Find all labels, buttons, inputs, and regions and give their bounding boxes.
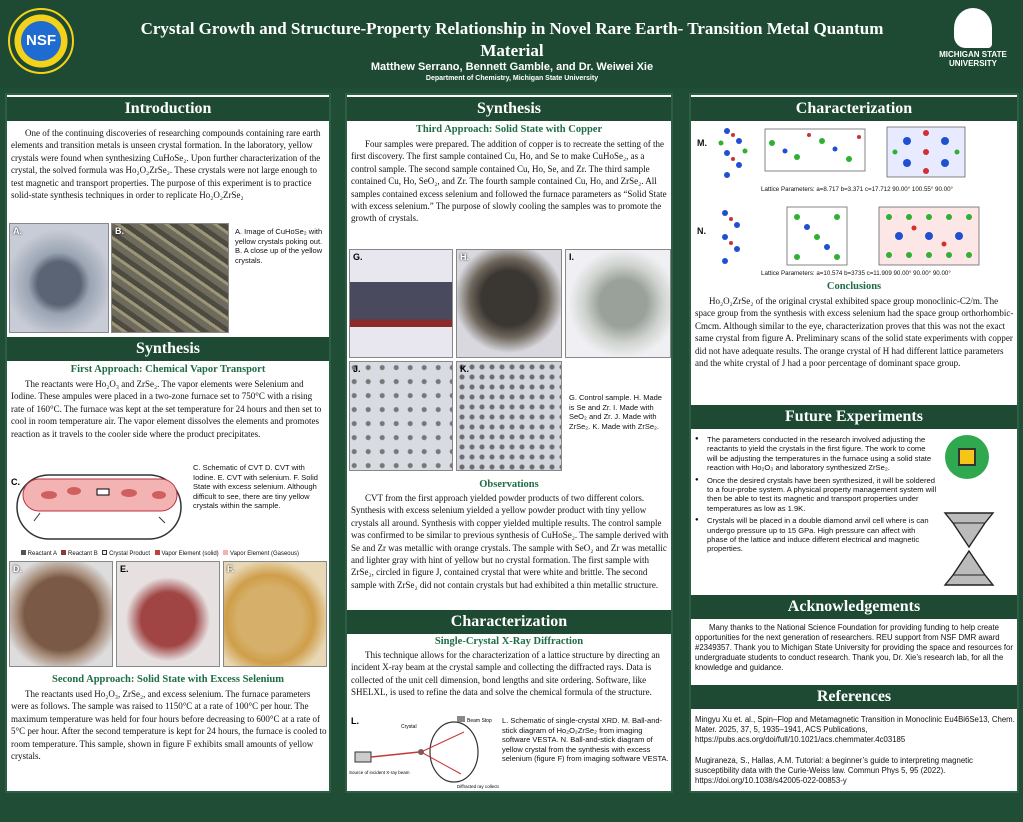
legend-item: Reactant A bbox=[27, 551, 57, 557]
figure-g-image bbox=[349, 249, 453, 358]
legend-item: Vapor Element (Gaseous) bbox=[230, 551, 299, 557]
synthesis-heading-mid: Synthesis bbox=[347, 97, 671, 121]
figure-n-label: N. bbox=[697, 226, 706, 236]
figure-j-image bbox=[349, 361, 453, 471]
acknowledgements-heading: Acknowledgements bbox=[691, 595, 1017, 619]
authors: Matthew Serrano, Bennett Gamble, and Dr. Weiwei Xie bbox=[370, 61, 654, 73]
intro-heading: Introduction bbox=[7, 97, 329, 121]
xrd-schematic bbox=[349, 712, 499, 792]
figure-f-image bbox=[223, 561, 327, 667]
poster-title: Crystal Growth and Structure-Property Relationship in Novel Rare Earth- Transition Metal Quantum Material bbox=[140, 19, 884, 60]
sc-xrd-body: This technique allows for the characterization of a lattice structure by directing an incident X-ray beam at the crystal sample and collecting the diffracted rays. Data is collected of the unit cell dimension, bond lengths and site ordering. Software, like SHELXL, is used to refine the data and solve the chemical formula of the structure. bbox=[351, 650, 660, 698]
figure-f-label: F. bbox=[227, 564, 235, 574]
sc-xrd-title: Single-Crystal X-Ray Diffraction bbox=[434, 636, 584, 647]
figure-l-label: L. bbox=[351, 716, 359, 726]
reference-item: Mugiraneza, S., Hallas, A.M. Tutorial: a beginner’s guide to interpreting magnetic susceptibility data with the Curie-Weiss law. Commun Phys 5, 95 (2022). https://doi.org/10.1038/s42005-022-00853-y bbox=[695, 756, 973, 785]
legend-swatch bbox=[223, 550, 228, 555]
beam-stop-label: Beam Stop bbox=[467, 718, 492, 724]
figure-a-label: A. bbox=[13, 226, 22, 236]
structure-m-diagram bbox=[717, 123, 1013, 187]
figure-b-image bbox=[111, 223, 229, 333]
crystal-label: Crystal bbox=[401, 724, 417, 730]
second-approach-body: The reactants used Ho₂O₃, ZrSe₂, and excess selenium. The furnace parameters were as follows. The sample was raised to 1150°C at a rate of 100°C per hour. The maximum temperature was held for four hours before decreasing to 600°C at a rate of 5°C per hour. After the second temperature is kept for 24 hours, the furnace is cooled to room temperature. This sample, shown in figure F exhibits small amounts of yellow crystals. bbox=[11, 689, 327, 762]
nsf-logo-text: NSF bbox=[26, 32, 56, 49]
lattice-params-n: Lattice Parameters: a=10.574 b=3735 c=11.909 90.00° 90.00° 90.00° bbox=[761, 270, 951, 277]
column-left bbox=[5, 93, 331, 793]
future-item: ● Crystals will be placed in a double diamond anvil cell where is can undergo pressure up to 15 GPa. High pressure can affect with phase of the lattice and induce different electrical and magnetic properties. bbox=[695, 516, 937, 554]
cvt-schematic bbox=[9, 461, 187, 547]
source-label: Source of incident X-ray beam bbox=[349, 770, 410, 775]
cvt-legend bbox=[21, 550, 331, 557]
legend-swatch bbox=[21, 550, 26, 555]
figure-e-image bbox=[116, 561, 220, 667]
lattice-params-m: Lattice Parameters: a=8.717 b=3.371 c=17.712 90.00° 100.55° 90.00° bbox=[761, 186, 953, 193]
column-middle bbox=[345, 93, 673, 793]
msu-logo bbox=[933, 8, 1013, 78]
legend-swatch bbox=[102, 550, 107, 555]
legend-swatch bbox=[155, 550, 160, 555]
third-approach-body: Four samples were prepared. The addition of copper is to recreate the setting of the first discovery. The first sample contained Cu, Ho, and Se to make CuHoSe₂, as a control sample. The second sample contained Cu, Ho, Se, and Zr. The third sample contained Cu, Ho, SeO₂, and Zr. The fourth sample contained Cu, Ho, and ZrSe₂. All samples contained excess selenium and followed the furnace parameters as “Solid State with excess selenium.” The purpose of slowly cooling the samples was to promote the growth of crystals. bbox=[351, 139, 667, 224]
observations-title: Observations bbox=[479, 479, 539, 490]
figure-j-label: J. bbox=[353, 364, 361, 374]
chip-icon bbox=[945, 435, 989, 479]
future-heading: Future Experiments bbox=[691, 405, 1017, 429]
intro-body: One of the continuing discoveries of researching compounds containing rare earth elements and transition metals is unseen crystal formation. In the laboratory, yellow crystals were found when synthesizing CuHoSe₂. Upon further characterization of the crystal, the solved formula was Ho₂O₂ZrSe₂. These crystals were not large enough to test magnetic and transport properties. The purpose of this experiment is to practice solid-state synthesis techniques in order to replicate Ho₂O₂ZrSe₂ bbox=[11, 128, 321, 201]
figure-b-label: B. bbox=[115, 226, 124, 236]
references-heading: References bbox=[691, 685, 1017, 709]
legend-item: Vapor Element (solid) bbox=[161, 551, 219, 557]
legend-item: Crystal Product bbox=[109, 551, 151, 557]
figure-g-label: G. bbox=[353, 252, 363, 262]
second-approach-title: Second Approach: Solid State with Excess Selenium bbox=[52, 674, 284, 685]
cvt-caption: C. Schematic of CVT D. CVT with Iodine. E. CVT with selenium. F. Solid State with excess selenium. Although difficult to see, there are tiny yellow crystals within the sample. bbox=[193, 463, 318, 510]
department: Department of Chemistry, Michigan State University bbox=[425, 75, 599, 82]
msu-logo-text: MICHIGAN STATE UNIVERSITY bbox=[939, 50, 1007, 68]
figure-k-image bbox=[456, 361, 562, 471]
xrd-caption: L. Schematic of single-crystal XRD. M. Ball-and-stick diagram of Ho₂O₂ZrSe₂ from imaging software VESTA. N. Ball-and-stick diagram of yellow crystal from the synthesis with excess selenium (figure F) from imaging software VESTA. bbox=[502, 716, 669, 763]
spartan-helmet-icon bbox=[954, 8, 992, 48]
figure-d-label: D. bbox=[13, 564, 22, 574]
acknowledgements-body: Many thanks to the National Science Foundation for providing funding to help create opportunities for the next generation of researchers. REU support from NSF DMR award #2349357. Thank you to Michigan State University for providing the space and resources for undergraduate students to conduct research. Thank you, Dr. Xie’s research lab, for all the knowledge and guidance. bbox=[695, 623, 1013, 672]
nsf-logo bbox=[8, 8, 74, 74]
reference-item: Mingyu Xu et. al., Spin–Flop and Metamagnetic Transition in Monoclinic Eu4Bi6Se13, Chem. Mater. 2025, 37, 5, 1935–1941, ACS Publications, https://pubs.acs.org/doi/full/10.1021/acs.chemmater.4c03185 bbox=[695, 715, 1015, 744]
collector-label: Diffracted ray collector bbox=[457, 784, 499, 789]
figure-m-label: M. bbox=[697, 138, 707, 148]
figure-i-label: I. bbox=[569, 252, 575, 262]
legend-item: Reactant B bbox=[68, 551, 98, 557]
diamond-anvil-icon bbox=[939, 507, 999, 591]
characterization-heading-mid: Characterization bbox=[347, 610, 671, 634]
first-approach-body: The reactants were Ho₂O₃ and ZrSe₂. The vapor elements were Selenium and Iodine. These ampules were placed in a two-zone furnace set to 750°C with a rising rate of 160°C. The furnace was kept at the set temperature for 24 hours and then set to cool in room temperature air. The vapor element dissolves the elements and promotes reaction as it travels to the cooler side where the product precipitates. bbox=[11, 379, 322, 439]
figure-d-image bbox=[9, 561, 113, 667]
third-approach-title: Third Approach: Solid State with Copper bbox=[415, 124, 603, 135]
first-approach-title: First Approach: Chemical Vapor Transport bbox=[70, 364, 266, 375]
observations-body: CVT from the first approach yielded powder products of two different colors. Synthesis with excess selenium yielded a yellow powder product with tiny yellow crystals all around. Synthesis with copper yielded multiple results. The control sample was confirmed to be similar to previous synthesis of CuHoSe₂. The sample derived with Se and Zr was metallic with orange crystals. The sample with SeO₂ and Zr was metallic and lighter gray with hint of yellow but no crystal formation. The first sample with ZrSe₂, circled in figure J, contained crystal that were white and brittle. The second sample with ZrSe₂ did not contain crystals but had exhibited a thin metallic structure. bbox=[351, 493, 669, 590]
conclusions-body: Ho₂O₂ZrSe₂ of the original crystal exhibited space group monoclinic-C2/m. The space group from the synthesis with excess selenium had the space group orthorhombic-Cmcm. Although similar to the eye, characterization proves that this was not the exact same crystal from figure A. Preliminary scans of the solid state experiments with copper did not have adequate results. The orange crystal of H had different lattice parameters and the white crystal of J had a poor percentage of dominant space group. bbox=[695, 296, 1014, 369]
future-item: ● Once the desired crystals have been synthesized, it will be soldered to a four-probe system. A physical property management system will then be able to test its magnetic and transport properties under temperatures as low as 1.9K. bbox=[695, 476, 937, 514]
column-right bbox=[689, 93, 1019, 793]
figures-gk-caption: G. Control sample. H. Made is Se and Zr. I. Made with SeO₂ and Zr. J. Made with ZrSe₂. K. Made with ZrSe₂. bbox=[569, 393, 662, 431]
future-list bbox=[695, 435, 937, 557]
figure-c-label: C. bbox=[11, 477, 20, 487]
conclusions-title: Conclusions bbox=[826, 281, 882, 292]
characterization-heading-right: Characterization bbox=[691, 97, 1017, 121]
figure-e-label: E. bbox=[120, 564, 129, 574]
figure-a-image bbox=[9, 223, 109, 333]
legend-swatch bbox=[61, 550, 66, 555]
figure-k-label: K. bbox=[460, 364, 469, 374]
figure-h-label: H. bbox=[460, 252, 469, 262]
figure-h-image bbox=[456, 249, 562, 358]
structure-n-diagram bbox=[717, 203, 1013, 269]
synthesis-heading-left: Synthesis bbox=[7, 337, 329, 361]
figure-i-image bbox=[565, 249, 671, 358]
poster-header bbox=[0, 0, 1023, 88]
intro-caption: A. Image of CuHoSe₂ with yellow crystals poking out. B. A close up of the yellow crystals. bbox=[235, 227, 323, 265]
future-item: ● The parameters conducted in the research involved adjusting the reactants to yield the crystals in the first figure. The work to come will be adjusting the temperatures in the furnace using a solid state reaction with Ho₂O₃ and laboratory synthesized ZrSe₂. bbox=[695, 435, 937, 473]
